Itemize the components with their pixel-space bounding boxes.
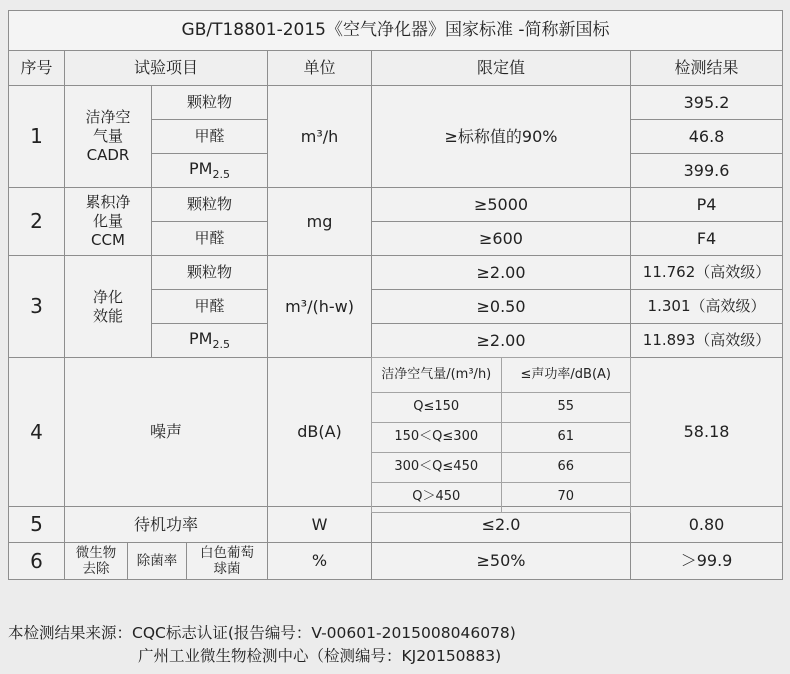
header-item: 试验项目 bbox=[65, 51, 268, 86]
row3-item-name bbox=[152, 324, 268, 358]
row2-limit: ≥5000 bbox=[372, 188, 631, 222]
row3-result: 11.893（高效级） bbox=[631, 324, 783, 358]
row4-item: 噪声 bbox=[65, 358, 268, 507]
row2-seq: 2 bbox=[9, 188, 65, 256]
row1-result: 46.8 bbox=[631, 120, 783, 154]
row3-result: 1.301（高效级） bbox=[631, 290, 783, 324]
noise-row bbox=[372, 453, 631, 483]
noise-range: 300＜Q≤450 bbox=[372, 453, 502, 483]
row1-seq: 1 bbox=[9, 86, 65, 188]
row2-item-name: 颗粒物 bbox=[152, 188, 268, 222]
source-notes bbox=[8, 622, 516, 668]
noise-limit-table bbox=[371, 357, 631, 513]
row5-seq: 5 bbox=[9, 507, 65, 543]
source-note-line2: 广州工业微生物检测中心（检测编号：KJ20150883) bbox=[138, 647, 502, 665]
table-row bbox=[9, 543, 783, 580]
noise-value: 66 bbox=[501, 453, 631, 483]
row1-item-name: 颗粒物 bbox=[152, 86, 268, 120]
noise-limit-cell bbox=[372, 358, 631, 507]
noise-row bbox=[372, 393, 631, 423]
row1-result: 399.6 bbox=[631, 154, 783, 188]
row2-result: F4 bbox=[631, 222, 783, 256]
pm-subscript: 2.5 bbox=[212, 168, 230, 182]
header-result: 检测结果 bbox=[631, 51, 783, 86]
pm-label: PM bbox=[189, 159, 213, 179]
noise-value: 61 bbox=[501, 423, 631, 453]
noise-row bbox=[372, 423, 631, 453]
row3-limit: ≥2.00 bbox=[372, 324, 631, 358]
standard-table bbox=[8, 10, 783, 580]
table-row bbox=[9, 86, 783, 120]
table-row bbox=[9, 358, 783, 507]
row2-group: 累积净 化量 CCM bbox=[65, 188, 152, 256]
noise-range: 150＜Q≤300 bbox=[372, 423, 502, 453]
noise-range: Q≤150 bbox=[372, 393, 502, 423]
row4-seq: 4 bbox=[9, 358, 65, 507]
row4-unit: dB(A) bbox=[268, 358, 372, 507]
table-row bbox=[9, 256, 783, 290]
row3-limit: ≥2.00 bbox=[372, 256, 631, 290]
source-note-line1: 本检测结果来源：CQC标志认证(报告编号：V-00601-2015008046078) bbox=[8, 624, 516, 642]
row3-seq: 3 bbox=[9, 256, 65, 358]
noise-col-airflow: 洁净空气量/(m³/h) bbox=[372, 358, 502, 393]
header-unit: 单位 bbox=[268, 51, 372, 86]
noise-range: Q＞450 bbox=[372, 483, 502, 513]
row6-limit: ≥50% bbox=[372, 543, 631, 580]
row6-item-b: 除菌率 bbox=[128, 543, 187, 579]
row6-unit: % bbox=[268, 543, 372, 580]
row2-unit: mg bbox=[268, 188, 372, 256]
row1-item-name: 甲醛 bbox=[152, 120, 268, 154]
row6-item-c: 白色葡萄 球菌 bbox=[200, 545, 254, 577]
row1-limit: ≥标称值的90% bbox=[372, 86, 631, 188]
header-row bbox=[9, 51, 783, 86]
noise-value: 55 bbox=[501, 393, 631, 423]
row5-limit: ≤2.0 bbox=[372, 507, 631, 543]
row2-item-name: 甲醛 bbox=[152, 222, 268, 256]
row1-item-name bbox=[152, 154, 268, 188]
row6-item-a: 微生物 去除 bbox=[65, 543, 128, 579]
row6-result: ＞99.9 bbox=[631, 543, 783, 580]
row5-unit: W bbox=[268, 507, 372, 543]
row6-seq: 6 bbox=[9, 543, 65, 580]
pm-label: PM bbox=[189, 329, 213, 349]
header-limit: 限定值 bbox=[372, 51, 631, 86]
table-title: GB/T18801-2015《空气净化器》国家标准 -简称新国标 bbox=[9, 11, 783, 51]
row1-group: 洁净空 气量 CADR bbox=[65, 86, 152, 188]
row5-result: 0.80 bbox=[631, 507, 783, 543]
row3-result: 11.762（高效级） bbox=[631, 256, 783, 290]
row2-limit: ≥600 bbox=[372, 222, 631, 256]
row3-unit: m³/(h-w) bbox=[268, 256, 372, 358]
noise-value: 70 bbox=[501, 483, 631, 513]
row2-result: P4 bbox=[631, 188, 783, 222]
row6-item bbox=[65, 543, 268, 580]
row1-result: 395.2 bbox=[631, 86, 783, 120]
pm-subscript: 2.5 bbox=[212, 338, 230, 352]
table-row bbox=[9, 188, 783, 222]
spec-sheet bbox=[8, 10, 782, 580]
row3-item-name: 甲醛 bbox=[152, 290, 268, 324]
row4-result: 58.18 bbox=[631, 358, 783, 507]
noise-row bbox=[372, 483, 631, 513]
header-seq: 序号 bbox=[9, 51, 65, 86]
row3-limit: ≥0.50 bbox=[372, 290, 631, 324]
row1-unit: m³/h bbox=[268, 86, 372, 188]
row3-item-name: 颗粒物 bbox=[152, 256, 268, 290]
noise-col-power: ≤声功率/dB(A) bbox=[501, 358, 631, 393]
row5-item: 待机功率 bbox=[65, 507, 268, 543]
row3-group: 净化 效能 bbox=[65, 256, 152, 358]
